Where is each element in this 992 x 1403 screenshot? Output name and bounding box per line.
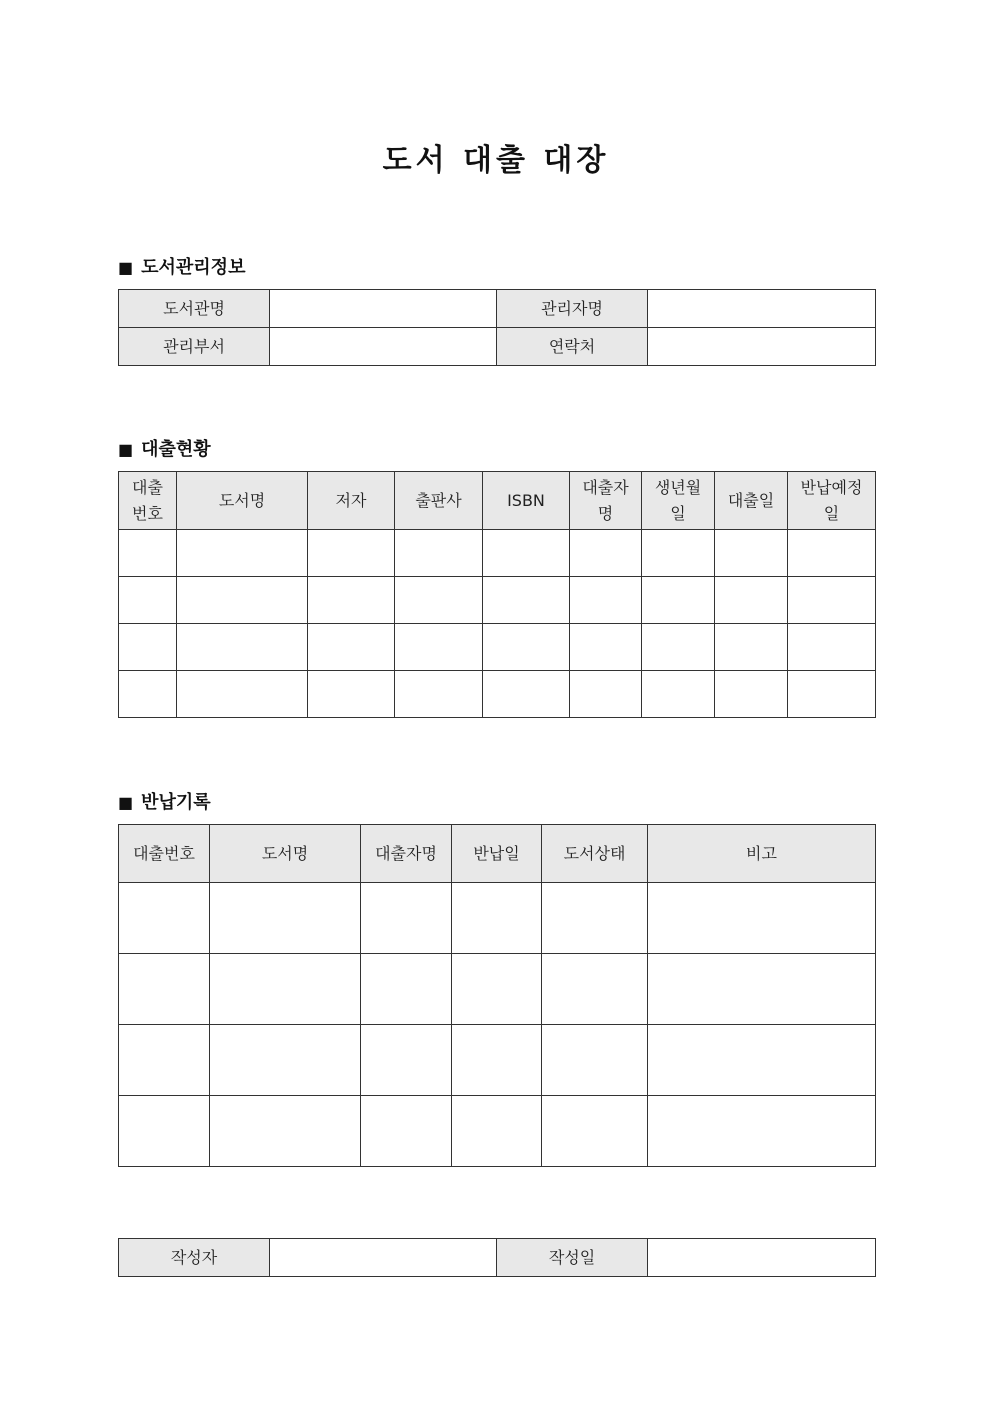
table-row: [119, 954, 876, 1025]
table-row: [119, 530, 876, 577]
manager-label: 관리자명: [497, 290, 648, 328]
loan-cell[interactable]: [395, 671, 483, 718]
return-cell[interactable]: [648, 1025, 876, 1096]
loan-header-cell: 대출자 명: [570, 472, 642, 530]
return-cell[interactable]: [452, 954, 542, 1025]
return-header-cell: 비고: [648, 825, 876, 883]
loan-cell[interactable]: [642, 577, 715, 624]
table-row: [119, 1096, 876, 1167]
square-bullet-icon: ■: [118, 440, 134, 459]
return-header-row: [119, 825, 876, 883]
return-cell[interactable]: [119, 1025, 210, 1096]
contact-field[interactable]: [648, 328, 876, 366]
square-bullet-icon: ■: [118, 258, 134, 277]
loan-cell[interactable]: [395, 530, 483, 577]
return-cell[interactable]: [361, 954, 452, 1025]
table-row: [119, 671, 876, 718]
return-header-cell: 반납일: [452, 825, 542, 883]
loan-cell[interactable]: [308, 530, 395, 577]
loan-header-cell: 도서명: [177, 472, 308, 530]
loan-cell[interactable]: [788, 530, 876, 577]
loan-cell[interactable]: [483, 530, 570, 577]
loan-cell[interactable]: [119, 530, 177, 577]
loan-cell[interactable]: [642, 671, 715, 718]
loan-cell[interactable]: [483, 624, 570, 671]
loan-cell[interactable]: [119, 624, 177, 671]
return-cell[interactable]: [452, 1025, 542, 1096]
loan-cell[interactable]: [308, 577, 395, 624]
loan-header-cell: 저자: [308, 472, 395, 530]
library-name-field[interactable]: [270, 290, 497, 328]
section-heading-text: 대출현황: [141, 439, 211, 460]
return-cell[interactable]: [210, 1025, 361, 1096]
loan-cell[interactable]: [308, 671, 395, 718]
loan-cell[interactable]: [788, 671, 876, 718]
signoff-table: [118, 1238, 876, 1277]
return-cell[interactable]: [542, 883, 648, 954]
return-cell[interactable]: [648, 1096, 876, 1167]
return-cell[interactable]: [119, 883, 210, 954]
loan-cell[interactable]: [642, 624, 715, 671]
info-table: [118, 289, 876, 366]
loan-header-cell: 출판사: [395, 472, 483, 530]
return-cell[interactable]: [361, 1096, 452, 1167]
loan-cell[interactable]: [715, 530, 788, 577]
return-header-cell: 대출번호: [119, 825, 210, 883]
return-cell[interactable]: [648, 883, 876, 954]
return-header-cell: 도서상태: [542, 825, 648, 883]
return-table: [118, 824, 876, 1167]
loan-cell[interactable]: [570, 671, 642, 718]
loan-cell[interactable]: [788, 577, 876, 624]
loan-cell[interactable]: [715, 671, 788, 718]
return-cell[interactable]: [648, 954, 876, 1025]
table-row: [119, 1025, 876, 1096]
loan-cell[interactable]: [177, 671, 308, 718]
table-row: [119, 883, 876, 954]
return-cell[interactable]: [542, 954, 648, 1025]
section-heading-loan: [118, 435, 211, 461]
loan-cell[interactable]: [177, 624, 308, 671]
square-bullet-icon: ■: [118, 793, 134, 812]
loan-cell[interactable]: [788, 624, 876, 671]
section-heading-text: 도서관리정보: [141, 257, 246, 278]
loan-cell[interactable]: [570, 577, 642, 624]
loan-cell[interactable]: [119, 577, 177, 624]
loan-cell[interactable]: [715, 624, 788, 671]
loan-header-cell: ISBN: [483, 472, 570, 530]
loan-header-cell: 대출 번호: [119, 472, 177, 530]
page-title: 도서 대출 대장: [382, 143, 610, 178]
loan-header-cell: 반납예정 일: [788, 472, 876, 530]
loan-cell[interactable]: [715, 577, 788, 624]
return-cell[interactable]: [542, 1025, 648, 1096]
loan-header-row: [119, 472, 876, 530]
section-heading-return: [118, 788, 211, 814]
loan-header-cell: 생년월 일: [642, 472, 715, 530]
loan-cell[interactable]: [483, 577, 570, 624]
return-cell[interactable]: [361, 883, 452, 954]
loan-cell[interactable]: [177, 577, 308, 624]
date-field[interactable]: [648, 1239, 876, 1277]
return-cell[interactable]: [452, 883, 542, 954]
return-cell[interactable]: [361, 1025, 452, 1096]
return-cell[interactable]: [119, 1096, 210, 1167]
section-heading-info: [118, 253, 245, 279]
loan-header-cell: 대출일: [715, 472, 788, 530]
return-cell[interactable]: [210, 883, 361, 954]
loan-cell[interactable]: [483, 671, 570, 718]
date-label: 작성일: [497, 1239, 648, 1277]
loan-cell[interactable]: [570, 624, 642, 671]
table-row: [119, 624, 876, 671]
loan-cell[interactable]: [177, 530, 308, 577]
return-header-cell: 대출자명: [361, 825, 452, 883]
return-header-cell: 도서명: [210, 825, 361, 883]
contact-label: 연락처: [497, 328, 648, 366]
loan-cell[interactable]: [119, 671, 177, 718]
author-field[interactable]: [270, 1239, 497, 1277]
author-label: 작성자: [119, 1239, 270, 1277]
loan-cell[interactable]: [395, 624, 483, 671]
table-row: [119, 577, 876, 624]
return-cell[interactable]: [210, 954, 361, 1025]
return-cell[interactable]: [210, 1096, 361, 1167]
loan-cell[interactable]: [570, 530, 642, 577]
return-cell[interactable]: [452, 1096, 542, 1167]
loan-cell[interactable]: [395, 577, 483, 624]
return-cell[interactable]: [119, 954, 210, 1025]
department-label: 관리부서: [119, 328, 270, 366]
loan-table: [118, 471, 876, 718]
manager-field[interactable]: [648, 290, 876, 328]
department-field[interactable]: [270, 328, 497, 366]
return-cell[interactable]: [542, 1096, 648, 1167]
loan-cell[interactable]: [308, 624, 395, 671]
loan-cell[interactable]: [642, 530, 715, 577]
library-name-label: 도서관명: [119, 290, 270, 328]
section-heading-text: 반납기록: [141, 792, 211, 813]
